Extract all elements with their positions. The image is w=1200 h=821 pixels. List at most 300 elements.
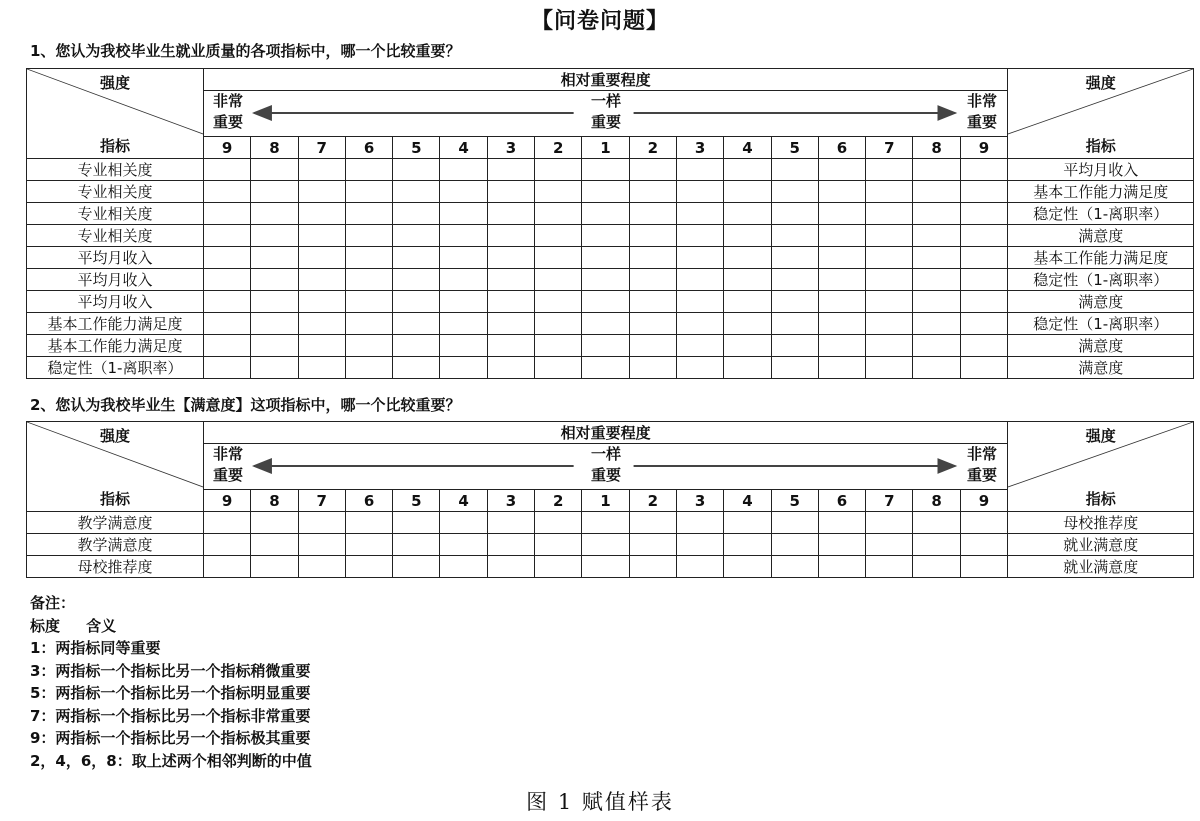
rating-cell[interactable] <box>251 181 298 203</box>
rating-cell[interactable] <box>393 203 440 225</box>
rating-cell[interactable] <box>345 159 392 181</box>
rating-cell[interactable] <box>204 313 251 335</box>
rating-cell[interactable] <box>771 534 818 556</box>
rating-cell[interactable] <box>251 291 298 313</box>
rating-cell[interactable] <box>298 313 345 335</box>
rating-cell[interactable] <box>393 225 440 247</box>
rating-cell[interactable] <box>204 269 251 291</box>
rating-cell[interactable] <box>440 291 487 313</box>
rating-cell[interactable] <box>251 313 298 335</box>
rating-cell[interactable] <box>393 335 440 357</box>
rating-cell[interactable] <box>629 556 676 578</box>
rating-cell[interactable] <box>298 269 345 291</box>
rating-cell[interactable] <box>487 335 534 357</box>
rating-cell[interactable] <box>251 556 298 578</box>
rating-table-2 <box>26 421 1194 578</box>
rating-cell[interactable] <box>298 225 345 247</box>
rating-cell[interactable] <box>582 181 629 203</box>
rating-cell[interactable] <box>866 247 913 269</box>
corner-cell-right <box>1008 422 1194 512</box>
comparison-row <box>27 534 1194 556</box>
indicator-left: 基本工作能力满足度 <box>27 335 204 357</box>
rating-cell[interactable] <box>535 534 582 556</box>
rating-cell[interactable] <box>345 335 392 357</box>
rating-cell[interactable] <box>866 159 913 181</box>
rating-cell[interactable] <box>676 291 723 313</box>
rating-cell[interactable] <box>487 313 534 335</box>
note-line: 1：两指标同等重要 <box>30 639 161 657</box>
corner-cell-left <box>27 422 204 512</box>
indicator-right: 母校推荐度 <box>1008 512 1194 534</box>
scale-number: 8 <box>913 137 960 159</box>
scale-number: 9 <box>204 490 251 512</box>
rating-cell[interactable] <box>298 335 345 357</box>
comparison-row <box>27 313 1194 335</box>
label-equally-important: 一样 重要 <box>590 445 621 484</box>
rating-cell[interactable] <box>913 181 960 203</box>
rating-cell[interactable] <box>440 269 487 291</box>
rating-cell[interactable] <box>818 159 865 181</box>
rating-cell[interactable] <box>487 181 534 203</box>
rating-cell[interactable] <box>676 512 723 534</box>
comparison-row <box>27 357 1194 379</box>
rating-cell[interactable] <box>204 534 251 556</box>
rating-cell[interactable] <box>818 313 865 335</box>
header-relative-importance: 相对重要程度 <box>204 69 1008 91</box>
corner-label-indicator: 指标 <box>99 137 130 155</box>
rating-cell[interactable] <box>629 512 676 534</box>
rating-cell[interactable] <box>251 269 298 291</box>
rating-cell[interactable] <box>298 159 345 181</box>
indicator-left: 平均月收入 <box>27 247 204 269</box>
indicator-right: 就业满意度 <box>1008 534 1194 556</box>
figure-caption: 图 1 赋值样表 <box>526 790 674 814</box>
rating-cell[interactable] <box>913 556 960 578</box>
rating-cell[interactable] <box>487 225 534 247</box>
rating-cell[interactable] <box>629 181 676 203</box>
rating-cell[interactable] <box>204 225 251 247</box>
rating-cell[interactable] <box>724 512 771 534</box>
rating-cell[interactable] <box>440 357 487 379</box>
scale-number: 5 <box>771 490 818 512</box>
rating-cell[interactable] <box>866 225 913 247</box>
rating-cell[interactable] <box>345 291 392 313</box>
rating-cell[interactable] <box>676 556 723 578</box>
page-title: 【问卷问题】 <box>530 9 669 34</box>
comparison-row <box>27 291 1194 313</box>
rating-cell[interactable] <box>440 159 487 181</box>
rating-cell[interactable] <box>818 512 865 534</box>
comparison-row <box>27 247 1194 269</box>
rating-cell[interactable] <box>298 203 345 225</box>
rating-cell[interactable] <box>818 534 865 556</box>
rating-cell[interactable] <box>771 512 818 534</box>
rating-cell[interactable] <box>582 335 629 357</box>
rating-cell[interactable] <box>393 159 440 181</box>
rating-cell[interactable] <box>204 512 251 534</box>
rating-cell[interactable] <box>913 534 960 556</box>
rating-cell[interactable] <box>582 556 629 578</box>
scale-number: 4 <box>724 490 771 512</box>
rating-cell[interactable] <box>913 269 960 291</box>
rating-cell[interactable] <box>535 203 582 225</box>
rating-cell[interactable] <box>724 181 771 203</box>
corner-label-indicator: 指标 <box>1085 490 1116 508</box>
rating-cell[interactable] <box>913 203 960 225</box>
rating-cell[interactable] <box>251 225 298 247</box>
rating-cell[interactable] <box>204 357 251 379</box>
rating-cell[interactable] <box>535 313 582 335</box>
rating-cell[interactable] <box>393 357 440 379</box>
rating-cell[interactable] <box>913 225 960 247</box>
rating-cell[interactable] <box>960 181 1007 203</box>
indicator-right: 稳定性（1-离职率） <box>1008 269 1194 291</box>
rating-cell[interactable] <box>866 291 913 313</box>
rating-cell[interactable] <box>582 291 629 313</box>
notes-heading: 备注： <box>30 594 76 612</box>
indicator-right: 稳定性（1-离职率） <box>1008 313 1194 335</box>
scale-number: 4 <box>724 137 771 159</box>
rating-cell[interactable] <box>960 225 1007 247</box>
rating-cell[interactable] <box>676 247 723 269</box>
rating-cell[interactable] <box>440 247 487 269</box>
rating-cell[interactable] <box>913 247 960 269</box>
corner-label-intensity: 强度 <box>1085 427 1116 445</box>
rating-cell[interactable] <box>345 181 392 203</box>
comparison-row <box>27 335 1194 357</box>
rating-cell[interactable] <box>724 291 771 313</box>
rating-cell[interactable] <box>913 335 960 357</box>
rating-cell[interactable] <box>487 291 534 313</box>
rating-cell[interactable] <box>913 357 960 379</box>
corner-label-intensity: 强度 <box>99 427 130 445</box>
rating-cell[interactable] <box>345 512 392 534</box>
rating-cell[interactable] <box>818 357 865 379</box>
rating-cell[interactable] <box>204 556 251 578</box>
rating-cell[interactable] <box>251 512 298 534</box>
rating-cell[interactable] <box>251 357 298 379</box>
rating-cell[interactable] <box>345 269 392 291</box>
rating-cell[interactable] <box>393 269 440 291</box>
rating-cell[interactable] <box>487 556 534 578</box>
rating-cell[interactable] <box>629 534 676 556</box>
rating-cell[interactable] <box>724 247 771 269</box>
rating-cell[interactable] <box>866 313 913 335</box>
scale-number: 5 <box>393 137 440 159</box>
rating-cell[interactable] <box>204 181 251 203</box>
note-line: 5：两指标一个指标比另一个指标明显重要 <box>30 684 311 702</box>
indicator-left: 专业相关度 <box>27 181 204 203</box>
rating-cell[interactable] <box>487 357 534 379</box>
rating-cell[interactable] <box>393 313 440 335</box>
scale-number: 1 <box>582 490 629 512</box>
rating-cell[interactable] <box>440 512 487 534</box>
scale-number: 2 <box>629 490 676 512</box>
rating-cell[interactable] <box>724 357 771 379</box>
rating-cell[interactable] <box>676 335 723 357</box>
rating-cell[interactable] <box>724 534 771 556</box>
rating-cell[interactable] <box>724 203 771 225</box>
rating-cell[interactable] <box>440 225 487 247</box>
rating-cell[interactable] <box>440 181 487 203</box>
corner-label-intensity: 强度 <box>1085 74 1116 92</box>
rating-cell[interactable] <box>866 357 913 379</box>
rating-cell[interactable] <box>440 203 487 225</box>
rating-cell[interactable] <box>818 291 865 313</box>
rating-cell[interactable] <box>771 313 818 335</box>
rating-cell[interactable] <box>535 556 582 578</box>
rating-cell[interactable] <box>251 335 298 357</box>
rating-cell[interactable] <box>960 534 1007 556</box>
rating-cell[interactable] <box>298 247 345 269</box>
rating-cell[interactable] <box>960 556 1007 578</box>
scale-number: 6 <box>818 137 865 159</box>
rating-cell[interactable] <box>960 357 1007 379</box>
rating-cell[interactable] <box>629 313 676 335</box>
indicator-left: 专业相关度 <box>27 225 204 247</box>
rating-cell[interactable] <box>913 313 960 335</box>
rating-cell[interactable] <box>913 159 960 181</box>
rating-cell[interactable] <box>676 203 723 225</box>
indicator-right: 就业满意度 <box>1008 556 1194 578</box>
indicator-left: 专业相关度 <box>27 203 204 225</box>
header-relative-importance: 相对重要程度 <box>204 422 1008 444</box>
rating-cell[interactable] <box>960 291 1007 313</box>
rating-cell[interactable] <box>771 556 818 578</box>
rating-cell[interactable] <box>724 556 771 578</box>
rating-cell[interactable] <box>251 203 298 225</box>
scale-number: 6 <box>818 490 865 512</box>
rating-cell[interactable] <box>960 269 1007 291</box>
rating-cell[interactable] <box>818 269 865 291</box>
rating-cell[interactable] <box>960 159 1007 181</box>
rating-cell[interactable] <box>251 534 298 556</box>
rating-cell[interactable] <box>535 159 582 181</box>
rating-cell[interactable] <box>771 269 818 291</box>
rating-cell[interactable] <box>629 291 676 313</box>
rating-cell[interactable] <box>535 225 582 247</box>
rating-cell[interactable] <box>440 313 487 335</box>
rating-cell[interactable] <box>298 357 345 379</box>
rating-cell[interactable] <box>298 291 345 313</box>
rating-cell[interactable] <box>393 291 440 313</box>
rating-cell[interactable] <box>724 313 771 335</box>
label-equally-important: 一样 重要 <box>590 92 621 131</box>
scale-number: 7 <box>866 490 913 512</box>
corner-cell-right <box>1008 69 1194 159</box>
comparison-row <box>27 181 1194 203</box>
rating-cell[interactable] <box>487 203 534 225</box>
rating-cell[interactable] <box>676 269 723 291</box>
rating-cell[interactable] <box>487 269 534 291</box>
rating-cell[interactable] <box>393 534 440 556</box>
rating-cell[interactable] <box>629 269 676 291</box>
rating-cell[interactable] <box>866 335 913 357</box>
rating-cell[interactable] <box>771 181 818 203</box>
rating-cell[interactable] <box>771 247 818 269</box>
rating-table-1 <box>26 68 1194 379</box>
rating-cell[interactable] <box>393 247 440 269</box>
rating-cell[interactable] <box>393 556 440 578</box>
label-very-important-left: 非常 重要 <box>212 92 243 131</box>
rating-cell[interactable] <box>535 335 582 357</box>
rating-cell[interactable] <box>345 247 392 269</box>
indicator-left: 基本工作能力满足度 <box>27 313 204 335</box>
rating-cell[interactable] <box>866 512 913 534</box>
rating-cell[interactable] <box>204 247 251 269</box>
rating-cell[interactable] <box>960 203 1007 225</box>
label-very-important-right: 非常 重要 <box>966 92 997 131</box>
rating-cell[interactable] <box>960 512 1007 534</box>
rating-cell[interactable] <box>440 556 487 578</box>
rating-cell[interactable] <box>771 159 818 181</box>
rating-cell[interactable] <box>582 534 629 556</box>
corner-label-intensity: 强度 <box>99 74 130 92</box>
rating-cell[interactable] <box>204 335 251 357</box>
scale-description <box>204 444 1008 490</box>
rating-cell[interactable] <box>345 534 392 556</box>
rating-cell[interactable] <box>251 159 298 181</box>
rating-cell[interactable] <box>676 181 723 203</box>
scale-number: 3 <box>676 490 723 512</box>
indicator-left: 教学满意度 <box>27 512 204 534</box>
rating-cell[interactable] <box>818 181 865 203</box>
rating-cell[interactable] <box>724 159 771 181</box>
rating-cell[interactable] <box>535 269 582 291</box>
rating-cell[interactable] <box>676 159 723 181</box>
indicator-right: 满意度 <box>1008 291 1194 313</box>
rating-cell[interactable] <box>204 159 251 181</box>
rating-cell[interactable] <box>535 291 582 313</box>
rating-cell[interactable] <box>818 203 865 225</box>
scale-number: 6 <box>345 490 392 512</box>
rating-cell[interactable] <box>866 534 913 556</box>
rating-cell[interactable] <box>487 512 534 534</box>
rating-cell[interactable] <box>582 225 629 247</box>
rating-cell[interactable] <box>535 512 582 534</box>
rating-cell[interactable] <box>771 291 818 313</box>
rating-cell[interactable] <box>582 512 629 534</box>
rating-cell[interactable] <box>298 181 345 203</box>
comparison-row <box>27 159 1194 181</box>
rating-cell[interactable] <box>345 556 392 578</box>
rating-cell[interactable] <box>724 269 771 291</box>
corner-label-indicator: 指标 <box>99 490 130 508</box>
rating-cell[interactable] <box>393 512 440 534</box>
rating-cell[interactable] <box>487 247 534 269</box>
rating-cell[interactable] <box>345 203 392 225</box>
rating-cell[interactable] <box>582 159 629 181</box>
scale-number: 7 <box>298 490 345 512</box>
rating-cell[interactable] <box>866 181 913 203</box>
question-1: 1、您认为我校毕业生就业质量的各项指标中，哪一个比较重要？ <box>30 42 461 60</box>
rating-cell[interactable] <box>913 291 960 313</box>
comparison-row <box>27 203 1194 225</box>
rating-cell[interactable] <box>487 159 534 181</box>
rating-cell[interactable] <box>629 203 676 225</box>
rating-cell[interactable] <box>818 556 865 578</box>
rating-cell[interactable] <box>724 335 771 357</box>
indicator-right: 满意度 <box>1008 225 1194 247</box>
notes-block <box>30 592 312 772</box>
rating-cell[interactable] <box>440 335 487 357</box>
rating-cell[interactable] <box>629 225 676 247</box>
rating-cell[interactable] <box>251 247 298 269</box>
rating-cell[interactable] <box>393 181 440 203</box>
rating-cell[interactable] <box>629 357 676 379</box>
scale-number: 3 <box>676 137 723 159</box>
rating-cell[interactable] <box>771 225 818 247</box>
rating-cell[interactable] <box>582 357 629 379</box>
scale-number: 8 <box>913 490 960 512</box>
rating-cell[interactable] <box>818 335 865 357</box>
rating-cell[interactable] <box>298 556 345 578</box>
rating-cell[interactable] <box>582 313 629 335</box>
rating-cell[interactable] <box>535 181 582 203</box>
rating-cell[interactable] <box>960 335 1007 357</box>
comparison-row <box>27 512 1194 534</box>
rating-cell[interactable] <box>676 225 723 247</box>
rating-cell[interactable] <box>676 534 723 556</box>
rating-cell[interactable] <box>582 247 629 269</box>
corner-label-indicator: 指标 <box>1085 137 1116 155</box>
rating-cell[interactable] <box>629 159 676 181</box>
rating-cell[interactable] <box>582 203 629 225</box>
scale-number: 7 <box>866 137 913 159</box>
rating-cell[interactable] <box>629 335 676 357</box>
rating-cell[interactable] <box>204 203 251 225</box>
rating-cell[interactable] <box>866 556 913 578</box>
rating-cell[interactable] <box>676 357 723 379</box>
rating-cell[interactable] <box>345 357 392 379</box>
rating-cell[interactable] <box>724 225 771 247</box>
scale-number: 2 <box>629 137 676 159</box>
note-line: 7：两指标一个指标比另一个指标非常重要 <box>30 706 311 725</box>
scale-number: 2 <box>535 137 582 159</box>
label-very-important-right: 非常 重要 <box>966 445 997 484</box>
rating-cell[interactable] <box>771 203 818 225</box>
comparison-row <box>27 269 1194 291</box>
rating-cell[interactable] <box>204 291 251 313</box>
indicator-left: 专业相关度 <box>27 159 204 181</box>
rating-cell[interactable] <box>960 313 1007 335</box>
rating-cell[interactable] <box>818 247 865 269</box>
scale-number: 8 <box>251 490 298 512</box>
rating-cell[interactable] <box>298 512 345 534</box>
scale-number: 9 <box>204 137 251 159</box>
indicator-left: 平均月收入 <box>27 269 204 291</box>
rating-cell[interactable] <box>771 357 818 379</box>
indicator-left: 稳定性（1-离职率） <box>27 357 204 379</box>
rating-cell[interactable] <box>535 357 582 379</box>
rating-cell[interactable] <box>298 534 345 556</box>
rating-cell[interactable] <box>866 269 913 291</box>
rating-cell[interactable] <box>818 225 865 247</box>
rating-cell[interactable] <box>345 225 392 247</box>
rating-cell[interactable] <box>913 512 960 534</box>
rating-cell[interactable] <box>535 247 582 269</box>
scale-number: 7 <box>298 137 345 159</box>
rating-cell[interactable] <box>487 534 534 556</box>
rating-cell[interactable] <box>629 247 676 269</box>
rating-cell[interactable] <box>676 313 723 335</box>
rating-cell[interactable] <box>960 247 1007 269</box>
rating-cell[interactable] <box>866 203 913 225</box>
rating-cell[interactable] <box>582 269 629 291</box>
rating-cell[interactable] <box>345 313 392 335</box>
rating-cell[interactable] <box>771 335 818 357</box>
rating-cell[interactable] <box>440 534 487 556</box>
